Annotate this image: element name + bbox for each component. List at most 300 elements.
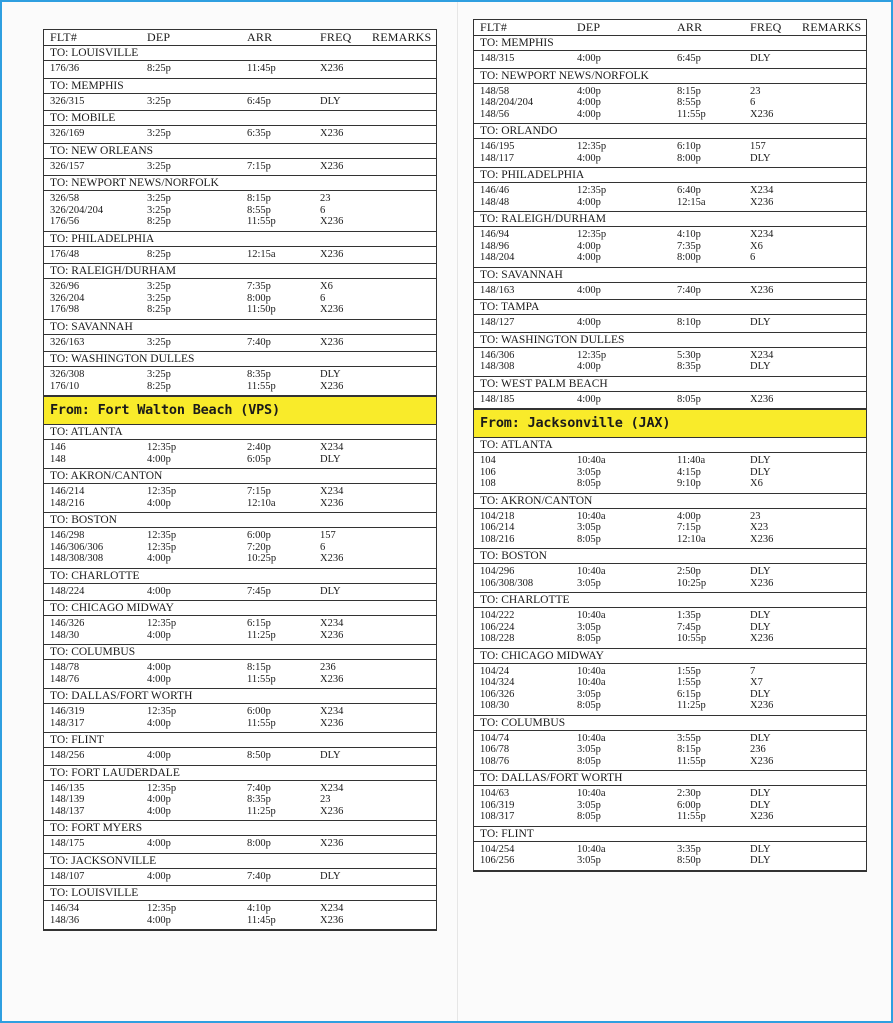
arrival-time: 7:15p [247, 160, 271, 172]
frequency: DLY [750, 610, 771, 621]
frequency: X236 [320, 128, 344, 139]
frequency: DLY [750, 455, 771, 466]
flight-row [474, 185, 866, 197]
flight-group [474, 608, 866, 649]
frequency: 23 [320, 193, 331, 204]
flight-row [474, 197, 866, 209]
frequency: X236 [750, 284, 774, 296]
departure-time: 8:05p [577, 633, 601, 644]
departure-time: 3:05p [577, 855, 601, 866]
arrival-time: 1:55p [677, 665, 701, 677]
flight-row [44, 871, 436, 883]
flight-row [474, 361, 866, 373]
flight-row [44, 216, 436, 228]
departure-time: 4:00p [577, 361, 601, 372]
frequency: DLY [750, 788, 771, 799]
header-remarks: REMARKS [372, 30, 432, 44]
flight-number: 326/308 [50, 369, 85, 380]
flight-group [474, 842, 866, 871]
destination-heading: TO: RALEIGH/DURHAM [44, 264, 436, 279]
departure-time: 3:05p [577, 744, 601, 755]
frequency: X236 [750, 108, 774, 120]
flight-row [474, 53, 866, 65]
departure-time: 8:25p [147, 304, 171, 315]
departure-time: 3:25p [147, 204, 171, 216]
origin-banner: From: Jacksonville (JAX) [474, 409, 866, 438]
flight-number: 148 [50, 453, 66, 465]
frequency: DLY [750, 843, 771, 855]
arrival-time: 11:25p [247, 805, 276, 817]
flight-row [44, 794, 436, 806]
departure-time: 10:40a [577, 732, 606, 744]
flight-number: 326/204/204 [50, 204, 104, 216]
flight-row [44, 542, 436, 554]
flight-number: 104/74 [480, 732, 510, 744]
destination-heading: TO: ORLANDO [474, 124, 866, 139]
arrival-time: 8:35p [677, 361, 701, 372]
flight-group [44, 335, 436, 353]
flight-row [44, 706, 436, 718]
departure-time: 3:25p [147, 193, 171, 204]
flight-row [44, 249, 436, 261]
frequency: 7 [750, 665, 756, 677]
flight-row [44, 486, 436, 498]
flight-number: 148/107 [50, 870, 85, 882]
arrival-time: 11:55p [677, 108, 706, 120]
flight-number: 146/326 [50, 618, 85, 629]
departure-time: 4:00p [147, 870, 171, 882]
flight-row [44, 442, 436, 454]
flight-number: 106 [480, 466, 496, 478]
departure-time: 4:00p [577, 108, 601, 120]
arrival-time: 8:00p [247, 838, 271, 849]
departure-time: 8:25p [147, 63, 171, 74]
arrival-time: 11:55p [247, 216, 276, 227]
flight-group [44, 528, 436, 569]
flight-row [474, 252, 866, 264]
flight-number: 146/319 [50, 706, 85, 717]
destination-heading: TO: FORT MYERS [44, 821, 436, 836]
frequency: DLY [750, 799, 771, 811]
flight-group [44, 94, 436, 112]
frequency: 23 [750, 510, 761, 522]
flight-group [474, 348, 866, 377]
flight-row [44, 381, 436, 393]
arrival-time: 8:35p [247, 794, 271, 805]
destination-heading: TO: DALLAS/FORT WORTH [474, 771, 866, 786]
flight-row [44, 454, 436, 466]
arrival-time: 4:15p [677, 466, 701, 478]
departure-time: 3:25p [147, 95, 171, 107]
left-schedule-body [44, 46, 436, 930]
departure-time: 12:35p [147, 541, 177, 553]
flight-number: 148/175 [50, 838, 85, 849]
frequency: DLY [750, 317, 771, 328]
departure-time: 4:00p [147, 497, 171, 509]
flight-group [44, 367, 436, 396]
flight-number: 104/24 [480, 665, 510, 677]
frequency: DLY [750, 732, 771, 744]
arrival-time: 7:40p [247, 782, 271, 794]
flight-row [44, 96, 436, 108]
flight-group [474, 283, 866, 301]
arrival-time: 8:00p [677, 152, 701, 164]
right-page-timetable [473, 19, 867, 872]
departure-time: 10:40a [577, 788, 606, 799]
flight-row [474, 141, 866, 153]
flight-row [474, 394, 866, 406]
arrival-time: 7:40p [247, 336, 271, 348]
flight-row [474, 700, 866, 712]
arrival-time: 8:55p [677, 97, 701, 108]
departure-time: 3:25p [147, 281, 171, 292]
departure-time: 3:05p [577, 621, 601, 633]
frequency: DLY [320, 750, 341, 761]
flight-number: 148/58 [480, 85, 510, 97]
flight-group [44, 836, 436, 854]
flight-group [44, 126, 436, 144]
arrival-time: 6:00p [247, 706, 271, 717]
flight-row [474, 788, 866, 800]
frequency: X236 [320, 838, 344, 849]
destination-heading: TO: MOBILE [44, 111, 436, 126]
departure-time: 4:00p [147, 805, 171, 817]
departure-time: 3:05p [577, 466, 601, 478]
frequency: X236 [750, 700, 774, 711]
departure-time: 4:00p [577, 240, 601, 252]
column-header-row [474, 19, 866, 36]
departure-time: 10:40a [577, 677, 606, 688]
flight-row [44, 630, 436, 642]
flight-group [44, 901, 436, 930]
flight-group [44, 61, 436, 79]
frequency: X234 [320, 903, 344, 914]
frequency: 236 [320, 662, 336, 673]
frequency: X236 [320, 805, 344, 817]
departure-time: 8:25p [147, 216, 171, 227]
frequency: X236 [320, 553, 344, 564]
flight-number: 146 [50, 442, 66, 453]
flight-group [44, 484, 436, 513]
frequency: DLY [750, 688, 771, 700]
arrival-time: 8:50p [247, 750, 271, 761]
flight-row [474, 622, 866, 634]
flight-number: 148/76 [50, 673, 80, 685]
flight-number: 104 [480, 455, 496, 466]
flight-number: 104/254 [480, 843, 515, 855]
destination-heading: TO: CHARLOTTE [44, 569, 436, 584]
flight-number: 326/315 [50, 95, 85, 107]
departure-time: 12:35p [147, 442, 177, 453]
destination-heading: TO: LOUISVILLE [44, 886, 436, 901]
flight-number: 106/78 [480, 744, 510, 755]
flight-row [44, 586, 436, 598]
flight-group [474, 786, 866, 827]
flight-number: 176/56 [50, 216, 80, 227]
frequency: X236 [750, 533, 774, 545]
flight-group [44, 279, 436, 320]
flight-row [474, 800, 866, 812]
departure-time: 12:35p [577, 349, 607, 361]
departure-time: 4:00p [147, 794, 171, 805]
arrival-time: 7:35p [677, 240, 701, 252]
destination-heading: TO: DALLAS/FORT WORTH [44, 689, 436, 704]
departure-time: 4:00p [577, 53, 601, 64]
arrival-time: 8:15p [247, 193, 271, 204]
flight-row [44, 337, 436, 349]
frequency: X236 [320, 63, 344, 74]
frequency: X234 [750, 185, 774, 196]
flight-number: 146/306/306 [50, 541, 104, 553]
departure-time: 4:00p [147, 662, 171, 673]
destination-heading: TO: FLINT [474, 827, 866, 842]
flight-number: 148/308/308 [50, 553, 104, 564]
flight-row [474, 86, 866, 98]
frequency: X236 [750, 393, 774, 405]
departure-time: 8:25p [147, 380, 171, 392]
flight-row [44, 806, 436, 818]
arrival-time: 6:15p [247, 618, 271, 629]
departure-time: 10:40a [577, 455, 606, 466]
destination-heading: TO: ATLANTA [44, 425, 436, 440]
departure-time: 8:25p [147, 248, 171, 260]
flight-row [44, 304, 436, 316]
departure-time: 4:00p [577, 196, 601, 208]
arrival-time: 6:05p [247, 453, 271, 465]
arrival-time: 11:40a [677, 455, 706, 466]
departure-time: 3:25p [147, 292, 171, 304]
flight-row [474, 610, 866, 622]
flight-number: 108 [480, 478, 496, 489]
departure-time: 8:05p [577, 478, 601, 489]
arrival-time: 7:15p [677, 522, 701, 533]
flight-number: 176/10 [50, 380, 80, 392]
departure-time: 12:35p [147, 782, 177, 794]
departure-time: 8:05p [577, 811, 601, 822]
flight-row [474, 677, 866, 689]
flight-number: 146/34 [50, 903, 80, 914]
destination-heading: TO: SAVANNAH [474, 268, 866, 283]
flight-row [474, 350, 866, 362]
page-gutter [457, 2, 458, 1021]
departure-time: 3:05p [577, 799, 601, 811]
flight-row [474, 666, 866, 678]
departure-time: 4:00p [577, 97, 601, 108]
arrival-time: 11:25p [247, 629, 276, 641]
flight-row [474, 467, 866, 479]
frequency: X236 [320, 160, 344, 172]
flight-number: 146/214 [50, 486, 85, 497]
arrival-time: 4:10p [247, 903, 271, 914]
flight-group [474, 84, 866, 125]
flight-group [474, 227, 866, 268]
flight-group [44, 704, 436, 733]
flight-number: 148/185 [480, 393, 515, 405]
flight-row [44, 750, 436, 762]
origin-banner: From: Fort Walton Beach (VPS) [44, 396, 436, 425]
flight-number: 146/46 [480, 185, 510, 196]
departure-time: 4:00p [147, 453, 171, 465]
header-freq: FREQ [320, 30, 352, 44]
flight-row [44, 498, 436, 510]
departure-time: 4:00p [147, 717, 171, 729]
arrival-time: 2:30p [677, 788, 701, 799]
flight-number: 326/169 [50, 128, 85, 139]
header-flt: FLT# [480, 20, 508, 34]
header-arr: ARR [677, 20, 703, 34]
flight-group [474, 453, 866, 494]
flight-row [474, 153, 866, 165]
destination-heading: TO: CHARLOTTE [474, 593, 866, 608]
departure-time: 12:35p [577, 229, 607, 240]
flight-number: 148/56 [480, 108, 510, 120]
flight-number: 104/222 [480, 610, 515, 621]
frequency: DLY [320, 453, 341, 465]
flight-number: 326/204 [50, 292, 85, 304]
column-header-row [44, 29, 436, 46]
flight-group [474, 564, 866, 593]
flight-row [474, 109, 866, 121]
frequency: X236 [320, 304, 344, 315]
destination-heading: TO: WEST PALM BEACH [474, 377, 866, 392]
frequency: X234 [320, 442, 344, 453]
flight-group [44, 159, 436, 177]
frequency: X234 [750, 229, 774, 240]
flight-group [44, 247, 436, 265]
frequency: 157 [750, 141, 766, 152]
flight-number: 148/315 [480, 53, 515, 64]
frequency: X234 [320, 618, 344, 629]
header-remarks: REMARKS [802, 20, 862, 34]
arrival-time: 6:00p [247, 530, 271, 541]
frequency: DLY [750, 361, 771, 372]
destination-heading: TO: WASHINGTON DULLES [474, 333, 866, 348]
frequency: DLY [750, 466, 771, 478]
flight-group [44, 781, 436, 822]
destination-heading: TO: FLINT [44, 733, 436, 748]
flight-number: 104/324 [480, 677, 515, 688]
departure-time: 4:00p [147, 673, 171, 685]
flight-number: 104/218 [480, 510, 515, 522]
destination-heading: TO: BOSTON [44, 513, 436, 528]
flight-number: 148/256 [50, 750, 85, 761]
flight-group [44, 584, 436, 602]
flight-row [474, 566, 866, 578]
departure-time: 8:05p [577, 533, 601, 545]
departure-time: 4:00p [577, 152, 601, 164]
flight-row [474, 229, 866, 241]
flight-number: 146/195 [480, 141, 515, 152]
departure-time: 12:35p [147, 903, 177, 914]
flight-row [474, 733, 866, 745]
flight-number: 148/127 [480, 317, 515, 328]
arrival-time: 9:10p [677, 478, 701, 489]
frequency: X236 [320, 673, 344, 685]
flight-group [44, 440, 436, 469]
flight-number: 108/76 [480, 755, 510, 767]
flight-number: 146/298 [50, 530, 85, 541]
flight-row [44, 128, 436, 140]
flight-row [474, 534, 866, 546]
frequency: X236 [750, 577, 774, 589]
flight-row [44, 915, 436, 927]
flight-row [44, 281, 436, 293]
arrival-time: 5:30p [677, 349, 701, 361]
destination-heading: TO: CHICAGO MIDWAY [44, 601, 436, 616]
flight-number: 176/98 [50, 304, 80, 315]
arrival-time: 8:05p [677, 393, 701, 405]
arrival-time: 1:35p [677, 610, 701, 621]
departure-time: 10:40a [577, 843, 606, 855]
flight-group [474, 731, 866, 772]
arrival-time: 8:35p [247, 369, 271, 380]
arrival-time: 11:45p [247, 63, 276, 74]
frequency: X6 [320, 281, 333, 292]
departure-time: 12:35p [147, 706, 177, 717]
arrival-time: 4:00p [677, 510, 701, 522]
arrival-time: 8:00p [677, 252, 701, 263]
flight-row [474, 855, 866, 867]
flight-group [44, 869, 436, 887]
arrival-time: 11:55p [677, 811, 706, 822]
frequency: 6 [320, 292, 326, 304]
arrival-time: 11:25p [677, 700, 706, 711]
arrival-time: 2:40p [247, 442, 271, 453]
frequency: X236 [320, 380, 344, 392]
flight-number: 148/216 [50, 497, 85, 509]
arrival-time: 1:55p [677, 677, 701, 688]
departure-time: 4:00p [577, 317, 601, 328]
flight-number: 148/96 [480, 240, 510, 252]
flight-number: 148/224 [50, 585, 85, 597]
frequency: X236 [320, 914, 344, 926]
arrival-time: 8:00p [247, 292, 271, 304]
flight-number: 148/36 [50, 914, 80, 926]
flight-number: 108/228 [480, 633, 515, 644]
departure-time: 4:00p [577, 393, 601, 405]
departure-time: 4:00p [147, 914, 171, 926]
flight-group [474, 51, 866, 69]
arrival-time: 11:55p [247, 380, 276, 392]
flight-group [44, 616, 436, 645]
flight-number: 146/94 [480, 229, 510, 240]
frequency: DLY [750, 152, 771, 164]
arrival-time: 7:40p [247, 870, 271, 882]
arrival-time: 6:40p [677, 185, 701, 196]
flight-row [44, 618, 436, 630]
flight-row [44, 63, 436, 75]
flight-group [474, 664, 866, 716]
flight-number: 104/296 [480, 566, 515, 577]
departure-time: 4:00p [577, 284, 601, 296]
header-arr: ARR [247, 30, 273, 44]
flight-row [474, 633, 866, 645]
flight-row [474, 478, 866, 490]
flight-group [44, 748, 436, 766]
departure-time: 3:05p [577, 522, 601, 533]
frequency: X236 [320, 717, 344, 729]
destination-heading: TO: NEWPORT NEWS/NORFOLK [44, 176, 436, 191]
arrival-time: 6:00p [677, 799, 701, 811]
arrival-time: 4:10p [677, 229, 701, 240]
flight-row [474, 285, 866, 297]
frequency: X234 [320, 706, 344, 717]
frequency: 6 [320, 204, 326, 216]
arrival-time: 10:25p [677, 577, 707, 589]
flight-row [44, 293, 436, 305]
frequency: X236 [320, 629, 344, 641]
flight-number: 106/256 [480, 855, 515, 866]
